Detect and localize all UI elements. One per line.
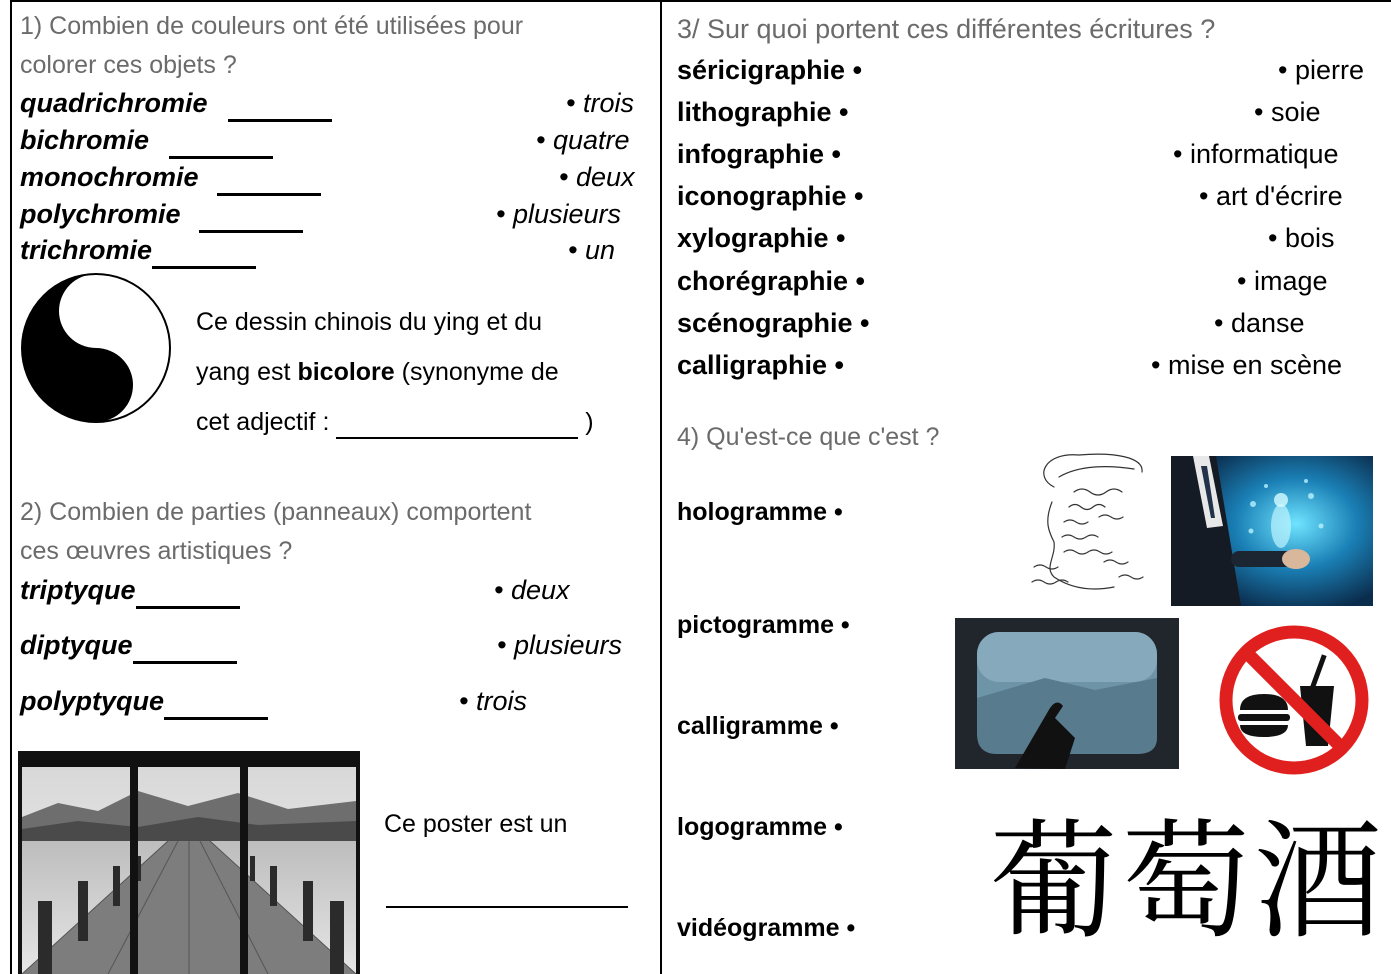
triptych-poster-image bbox=[18, 751, 360, 974]
term-pictogramme: pictogramme • bbox=[677, 611, 850, 639]
synonym-blank[interactable] bbox=[336, 408, 578, 439]
term-lithographie: lithographie • bbox=[677, 97, 849, 127]
yinyang-text-c: cet adjectif : bbox=[196, 408, 337, 436]
answer-blank[interactable] bbox=[228, 88, 332, 122]
answer-blank[interactable] bbox=[164, 686, 268, 720]
term-label: trichromie bbox=[20, 235, 153, 265]
term-triptyque bbox=[20, 575, 240, 609]
answer-blank[interactable] bbox=[199, 199, 303, 233]
yinyang-line-1: Ce dessin chinois du ying et du bbox=[196, 308, 543, 336]
answer-mise-en-scene: • mise en scène bbox=[1151, 350, 1343, 380]
yin-yang-icon bbox=[20, 272, 172, 424]
term-sericigraphie: séricigraphie • bbox=[677, 55, 863, 85]
term-label: triptyque bbox=[20, 575, 136, 605]
column-divider bbox=[660, 0, 662, 974]
left-border bbox=[10, 0, 12, 974]
answer-image: • image bbox=[1237, 266, 1328, 296]
question-3: 3/ Sur quoi portent ces différentes écritures ? bbox=[677, 14, 1216, 44]
term-polychromie bbox=[20, 199, 303, 233]
answer-blank[interactable] bbox=[133, 630, 237, 664]
videogram-tv-image bbox=[955, 618, 1179, 769]
answer-quatre: • quatre bbox=[536, 125, 630, 155]
question-4: 4) Qu'est-ce que c'est ? bbox=[677, 423, 940, 451]
answer-blank[interactable] bbox=[217, 162, 321, 196]
term-videogramme: vidéogramme • bbox=[677, 914, 856, 942]
term-scenographie: scénographie • bbox=[677, 308, 870, 338]
term-xylographie: xylographie • bbox=[677, 223, 846, 253]
no-food-drink-icon bbox=[1218, 624, 1370, 776]
answer-art-ecrire: • art d'écrire bbox=[1199, 181, 1343, 211]
answer-trois: • trois bbox=[566, 88, 634, 118]
yinyang-bold-word: bicolore bbox=[297, 358, 395, 386]
term-label: diptyque bbox=[20, 630, 133, 660]
term-label: quadrichromie bbox=[20, 88, 208, 118]
term-label: polychromie bbox=[20, 199, 181, 229]
poster-text: Ce poster est un bbox=[384, 810, 568, 838]
term-calligraphie: calligraphie • bbox=[677, 350, 845, 380]
answer-plusieurs-2: • plusieurs bbox=[497, 630, 623, 660]
term-polyptyque bbox=[20, 686, 268, 720]
question-1-line-2: colorer ces objets ? bbox=[20, 51, 237, 79]
answer-plusieurs: • plusieurs bbox=[496, 199, 622, 229]
term-diptyque bbox=[20, 630, 237, 664]
answer-deux-2: • deux bbox=[494, 575, 570, 605]
chinese-logogram: 葡萄酒 bbox=[990, 808, 1387, 957]
term-iconographie: iconographie • bbox=[677, 181, 864, 211]
answer-blank[interactable] bbox=[152, 235, 256, 269]
answer-danse: • danse bbox=[1214, 308, 1305, 338]
term-choregraphie: chorégraphie • bbox=[677, 266, 865, 296]
yinyang-line-3 bbox=[196, 408, 594, 439]
term-label: monochromie bbox=[20, 162, 199, 192]
answer-blank[interactable] bbox=[136, 575, 240, 609]
hologram-image bbox=[1171, 456, 1373, 606]
term-label: bichromie bbox=[20, 125, 150, 155]
term-infographie: infographie • bbox=[677, 139, 841, 169]
term-logogramme: logogramme • bbox=[677, 813, 843, 841]
term-quadrichromie bbox=[20, 88, 332, 122]
term-calligramme: calligramme • bbox=[677, 712, 839, 740]
yinyang-text-d: ) bbox=[578, 408, 594, 436]
answer-deux: • deux bbox=[559, 162, 635, 192]
term-label: polyptyque bbox=[20, 686, 165, 716]
yinyang-text-b: (synonyme de bbox=[394, 358, 559, 386]
question-2-line-2: ces œuvres artistiques ? bbox=[20, 537, 293, 565]
answer-informatique: • informatique bbox=[1173, 139, 1339, 169]
yinyang-text-a: yang est bbox=[196, 358, 298, 386]
answer-un: • un bbox=[568, 235, 615, 265]
answer-bois: • bois bbox=[1268, 223, 1335, 253]
question-2-line-1: 2) Combien de parties (panneaux) comportent bbox=[20, 498, 532, 526]
term-bichromie bbox=[20, 125, 273, 159]
term-monochromie bbox=[20, 162, 321, 196]
answer-blank[interactable] bbox=[169, 125, 273, 159]
answer-soie: • soie bbox=[1254, 97, 1321, 127]
term-trichromie bbox=[20, 235, 256, 269]
question-1-line-1: 1) Combien de couleurs ont été utilisées pour bbox=[20, 12, 524, 40]
calligram-image bbox=[1024, 447, 1154, 599]
yinyang-line-2 bbox=[196, 358, 559, 387]
answer-trois-2: • trois bbox=[459, 686, 527, 716]
term-hologramme: hologramme • bbox=[677, 498, 843, 526]
poster-answer-blank[interactable] bbox=[386, 906, 628, 908]
answer-pierre: • pierre bbox=[1278, 55, 1364, 85]
top-border bbox=[10, 0, 1391, 2]
